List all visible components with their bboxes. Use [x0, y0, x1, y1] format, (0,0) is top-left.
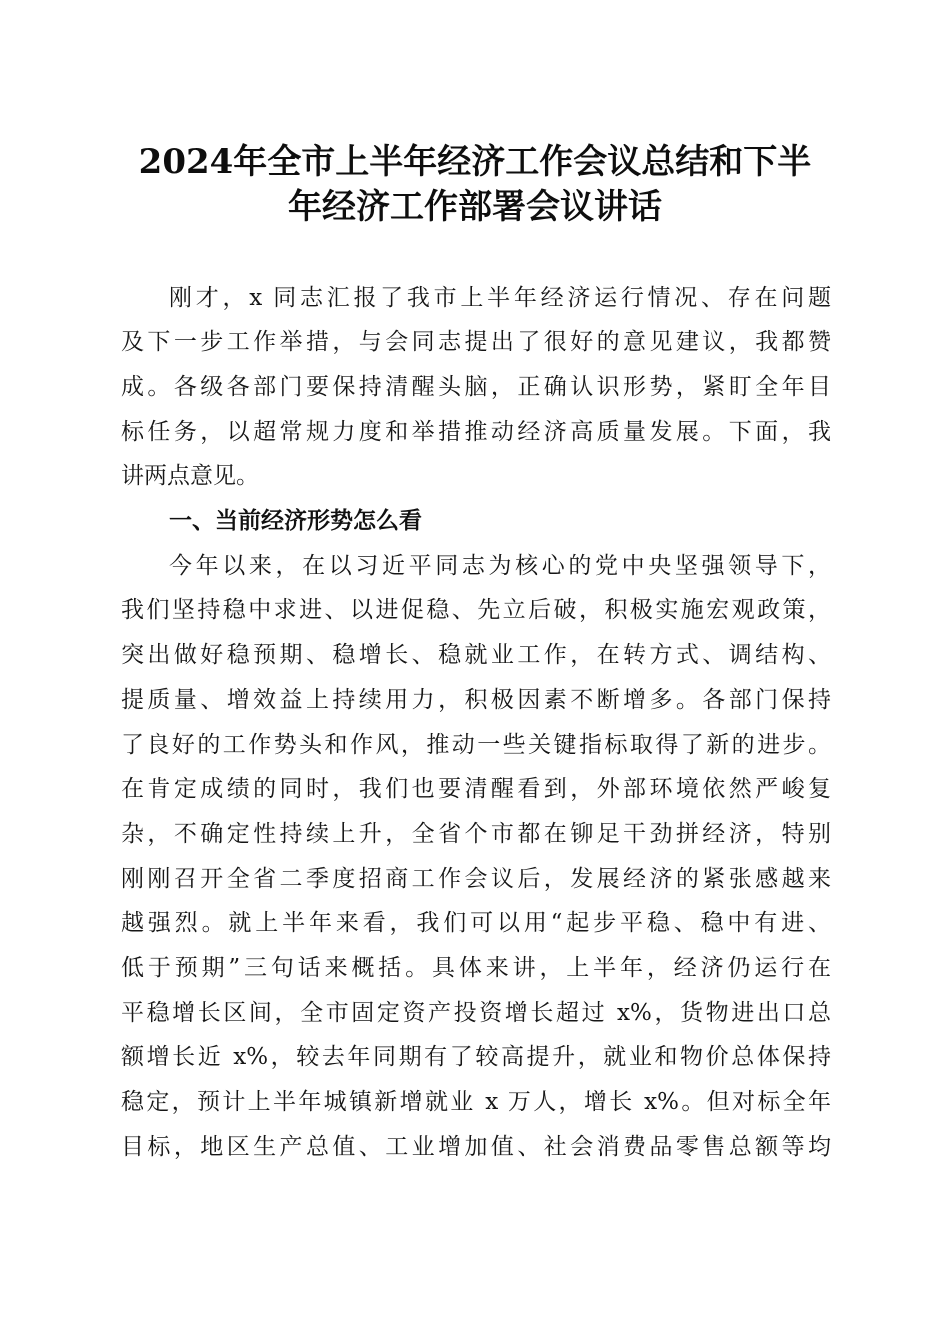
paragraph-2-line: 平稳增长区间，全市固定资产投资增长超过 x%，货物进出口总 [121, 1000, 831, 1026]
paragraph-2-line: 越强烈。就上半年来看，我们可以用“起步平稳、稳中有进、 [121, 910, 831, 936]
paragraph-2-line: 了良好的工作势头和作风，推动一些关键指标取得了新的进步。 [121, 732, 831, 758]
paragraph-2-line: 稳定，预计上半年城镇新增就业 x 万人，增长 x%。但对标全年 [121, 1089, 831, 1115]
paragraph-2-line: 额增长近 x%，较去年同期有了较高提升，就业和物价总体保持 [121, 1044, 831, 1070]
section-heading: 一、当前经济形势怎么看 [169, 508, 422, 534]
paragraph-2-line: 杂，不确定性持续上升，全省个市都在铆足干劲拼经济，特别 [121, 821, 831, 847]
paragraph-2-line: 低于预期”三句话来概括。具体来讲，上半年，经济仍运行在 [121, 955, 831, 981]
paragraph-1-line: 标任务，以超常规力度和举措推动经济高质量发展。下面，我 [121, 419, 831, 445]
document-title-line-1: 2024年全市上半年经济工作会议总结和下半 [138, 142, 812, 182]
paragraph-2-line: 刚刚召开全省二季度招商工作会议后，发展经济的紧张感越来 [121, 866, 831, 892]
paragraph-2-line: 在肯定成绩的同时，我们也要清醒看到，外部环境依然严峻复 [121, 776, 831, 802]
paragraph-2-line: 目标，地区生产总值、工业增加值、社会消费品零售总额等均 [121, 1134, 831, 1160]
paragraph-1-line: 讲两点意见。 [121, 463, 259, 489]
paragraph-1-line: 成。各级各部门要保持清醒头脑，正确认识形势，紧盯全年目 [121, 374, 831, 400]
paragraph-2-line: 提质量、增效益上持续用力，积极因素不断增多。各部门保持 [121, 687, 831, 713]
paragraph-1-line: 刚才，x 同志汇报了我市上半年经济运行情况、存在问题 [169, 285, 831, 311]
paragraph-2-line: 我们坚持稳中求进、以进促稳、先立后破，积极实施宏观政策， [121, 597, 831, 623]
paragraph-1-line: 及下一步工作举措，与会同志提出了很好的意见建议，我都赞 [121, 329, 831, 355]
paragraph-2-line: 今年以来，在以习近平同志为核心的党中央坚强领导下， [169, 553, 831, 579]
document-title-line-2: 年经济工作部署会议讲话 [288, 187, 662, 227]
paragraph-2-line: 突出做好稳预期、稳增长、稳就业工作，在转方式、调结构、 [121, 642, 831, 668]
